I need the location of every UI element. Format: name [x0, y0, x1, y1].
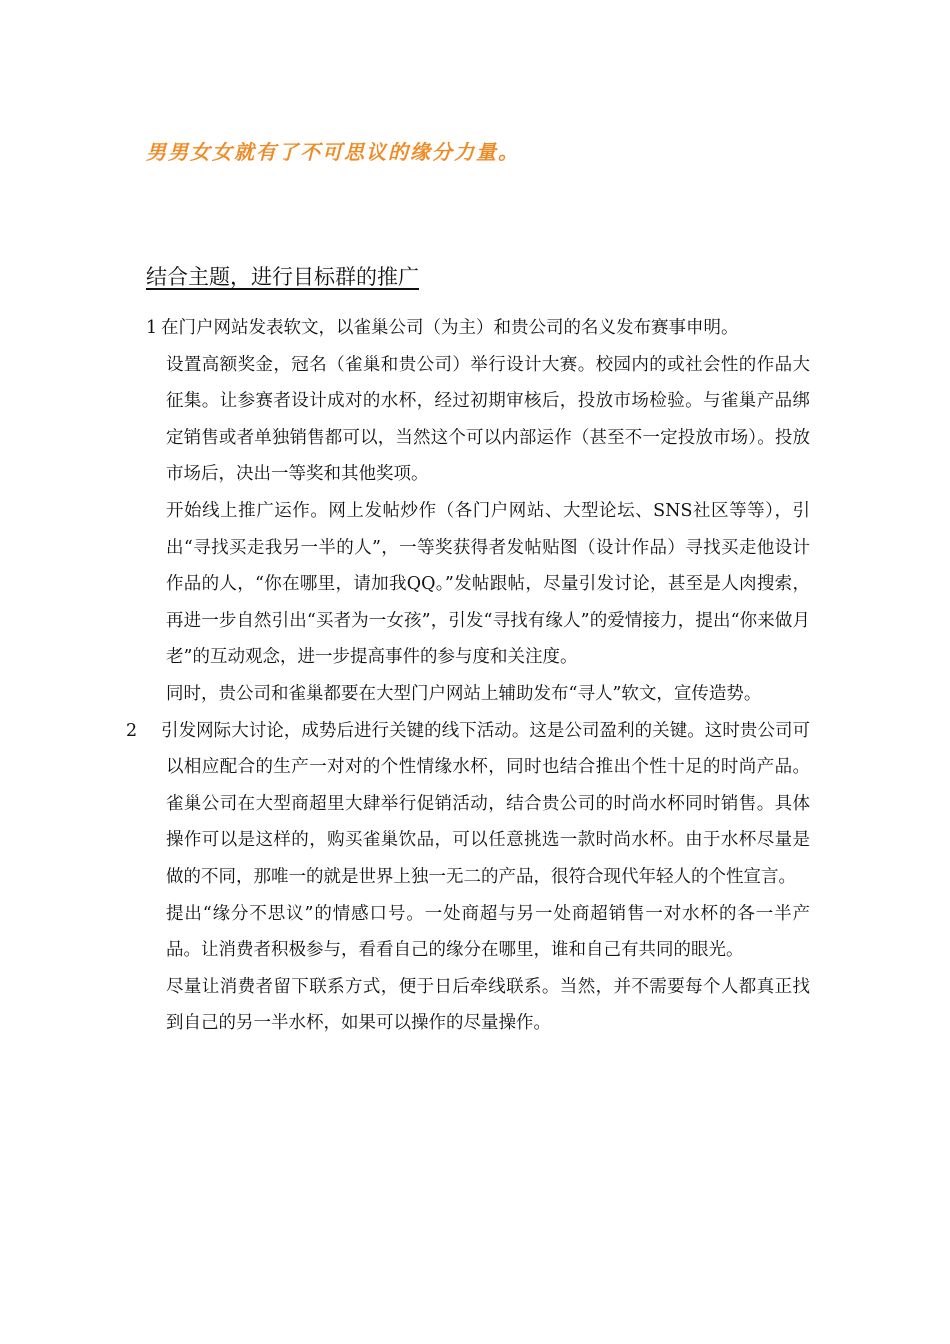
list-number: 2	[126, 720, 138, 741]
list-item-1-lead	[146, 310, 810, 347]
paragraph: 尽量让消费者留下联系方式，便于日后牵线联系。当然，并不需要每个人都真正找到自己的另一半水杯，如果可以操作的尽量操作。	[166, 976, 810, 1034]
body-text	[126, 310, 810, 1042]
list-item-2-lead	[126, 713, 810, 896]
paragraph-text: 引发网际大讨论，成势后进行关键的线下活动。这是公司盈利的关键。这时贵公司可以相应配合的生产一对对的个性情缘水杯，同时也结合推出个性十足的时尚产品。雀巢公司在大型商超里大肆举行促销活动，结合贵公司的时尚水杯同时销售。具体操作可以是这样的，购买雀巢饮品，可以任意挑选一款时尚水杯。由于水杯尽量是做的不同，那唯一的就是世界上独一无二的产品，很符合现代年轻人的个性宣言。	[161, 720, 810, 887]
section-heading: 结合主题，进行目标群的推广	[146, 265, 419, 289]
paragraph: 开始线上推广运作。网上发帖炒作（各门户网站、大型论坛、SNS社区等等），引出“寻找买走我另一半的人”，一等奖获得者发帖贴图（设计作品）寻找买走他设计作品的人，“你在哪里，请加我QQ。”发帖跟帖，尽量引发讨论，甚至是人肉搜索，再进一步自然引出“买者为一女孩”，引发“寻找有缘人”的爱情接力，提出“你来做月老”的互动观念，进一步提高事件的参与度和关注度。	[166, 500, 810, 668]
paragraph: 同时，贵公司和雀巢都要在大型门户网站上辅助发布“寻人”软文，宣传造势。	[166, 683, 762, 704]
paragraph: 提出“缘分不思议”的情感口号。一处商超与另一处商超销售一对水杯的各一半产品。让消费者积极参与，看看自己的缘分在哪里，谁和自己有共同的眼光。	[166, 903, 810, 961]
paragraph: 设置高额奖金，冠名（雀巢和贵公司）举行设计大赛。校园内的或社会性的作品大征集。让参赛者设计成对的水杯，经过初期审核后，投放市场检验。与雀巢产品绑定销售或者单独销售都可以，当然这个可以内部运作（甚至不一定投放市场）。投放市场后，决出一等奖和其他奖项。	[166, 354, 810, 485]
paragraph-text: 在门户网站发表软文，以雀巢公司（为主）和贵公司的名义发布赛事申明。	[161, 318, 739, 338]
list-number: 1	[146, 318, 158, 338]
slogan-text: 男男女女就有了不可思议的缘分力量。	[146, 140, 520, 164]
